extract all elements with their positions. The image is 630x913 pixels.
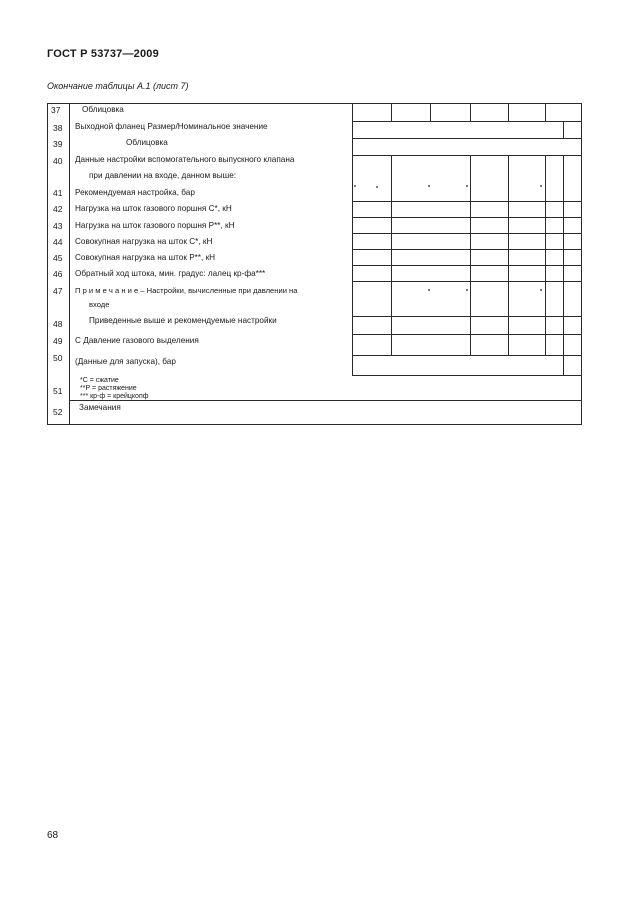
table-border-right — [581, 103, 582, 425]
note-text-cont: входе — [89, 300, 110, 309]
grid-row-48 — [352, 334, 582, 335]
grid-col-6b — [545, 155, 546, 355]
grid-row-44 — [352, 249, 582, 250]
grid-row-50 — [352, 375, 582, 376]
row-number: 49 — [53, 336, 63, 346]
grid-row-39 — [352, 138, 582, 139]
grid-dot — [466, 289, 468, 291]
row-number: 42 — [53, 204, 63, 214]
number-column-divider — [69, 103, 70, 425]
row-text: Рекомендуемая настройка, бар — [75, 188, 195, 197]
footnote: *С = сжатие — [80, 377, 119, 384]
row-text: Обратный ход штока, мин. градус: лалец кр-фа*** — [75, 269, 266, 278]
table-border-top — [47, 103, 582, 104]
grid-col-2a — [391, 103, 392, 121]
row-number: 52 — [53, 407, 63, 417]
row-text: Облицовка — [82, 105, 124, 114]
row-text: (Данные для запуска), бар — [75, 357, 176, 366]
row-number: 48 — [53, 319, 63, 329]
grid-row-46 — [352, 281, 582, 282]
grid-col-2b — [391, 155, 392, 355]
grid-col-7a — [563, 121, 564, 139]
grid-row-38 — [352, 121, 582, 122]
row-number: 45 — [53, 253, 63, 263]
grid-col-5b — [508, 155, 509, 355]
footnote: *** кр-ф = крейцкопф — [80, 393, 149, 400]
table-border-left — [47, 103, 48, 425]
grid-dot — [428, 289, 430, 291]
grid-dot — [376, 186, 378, 188]
row-number: 43 — [53, 221, 63, 231]
grid-dot — [540, 289, 542, 291]
row-text: Замечания — [79, 403, 121, 412]
grid-row-42 — [352, 217, 582, 218]
note-text: П р и м е ч а н и е – Настройки, вычисленные при давлении на — [75, 286, 298, 295]
grid-col-5a — [508, 103, 509, 121]
row-text: Выходной фланец Размер/Номинальное значение — [75, 122, 268, 131]
grid-dot — [540, 185, 542, 187]
grid-dot — [466, 185, 468, 187]
row-number: 40 — [53, 156, 63, 166]
row-text: Нагрузка на шток газового поршня С*, кН — [75, 204, 232, 213]
document-header: ГОСТ Р 53737—2009 — [47, 48, 159, 60]
row-text: Облицовка — [126, 138, 168, 147]
row-text: Совокупная нагрузка на шток Р**, кН — [75, 253, 216, 262]
grid-col-4b — [470, 155, 471, 355]
row-text: С Давление газового выделения — [75, 336, 199, 345]
row-number: 41 — [53, 188, 63, 198]
row-number: 47 — [53, 286, 63, 296]
row-text: Совокупная нагрузка на шток С*, кН — [75, 237, 213, 246]
row-text: Нагрузка на шток газового поршня Р**, кН — [75, 221, 235, 230]
footnote: **Р = растяжение — [80, 385, 137, 392]
grid-row-43 — [352, 233, 582, 234]
row-number: 44 — [53, 237, 63, 247]
row-number: 39 — [53, 139, 63, 149]
table-border-bottom — [47, 424, 582, 425]
row-text: Данные настройки вспомогательного выпускного клапана — [75, 155, 295, 164]
table-caption: Окончание таблицы А.1 (лист 7) — [47, 81, 189, 91]
grid-dot — [428, 185, 430, 187]
row-number: 46 — [53, 269, 63, 279]
grid-row-41 — [352, 201, 582, 202]
page-number: 68 — [47, 830, 59, 841]
grid-col-4a — [470, 103, 471, 121]
grid-row-40 — [352, 155, 582, 156]
grid-dot — [354, 185, 356, 187]
grid-col-6a — [545, 103, 546, 121]
row-number: 37 — [51, 105, 61, 115]
grid-row-45 — [352, 265, 582, 266]
row-number: 50 — [53, 353, 63, 363]
grid-row-49 — [352, 355, 582, 356]
row-number: 38 — [53, 123, 63, 133]
grid-col-3a — [430, 103, 431, 121]
row-number: 51 — [53, 386, 63, 396]
row-text: Приведенные выше и рекомендуемые настройки — [89, 316, 277, 325]
grid-row-47 — [352, 316, 582, 317]
row-text-cont: при давлении на входе, данном выше: — [89, 171, 237, 180]
